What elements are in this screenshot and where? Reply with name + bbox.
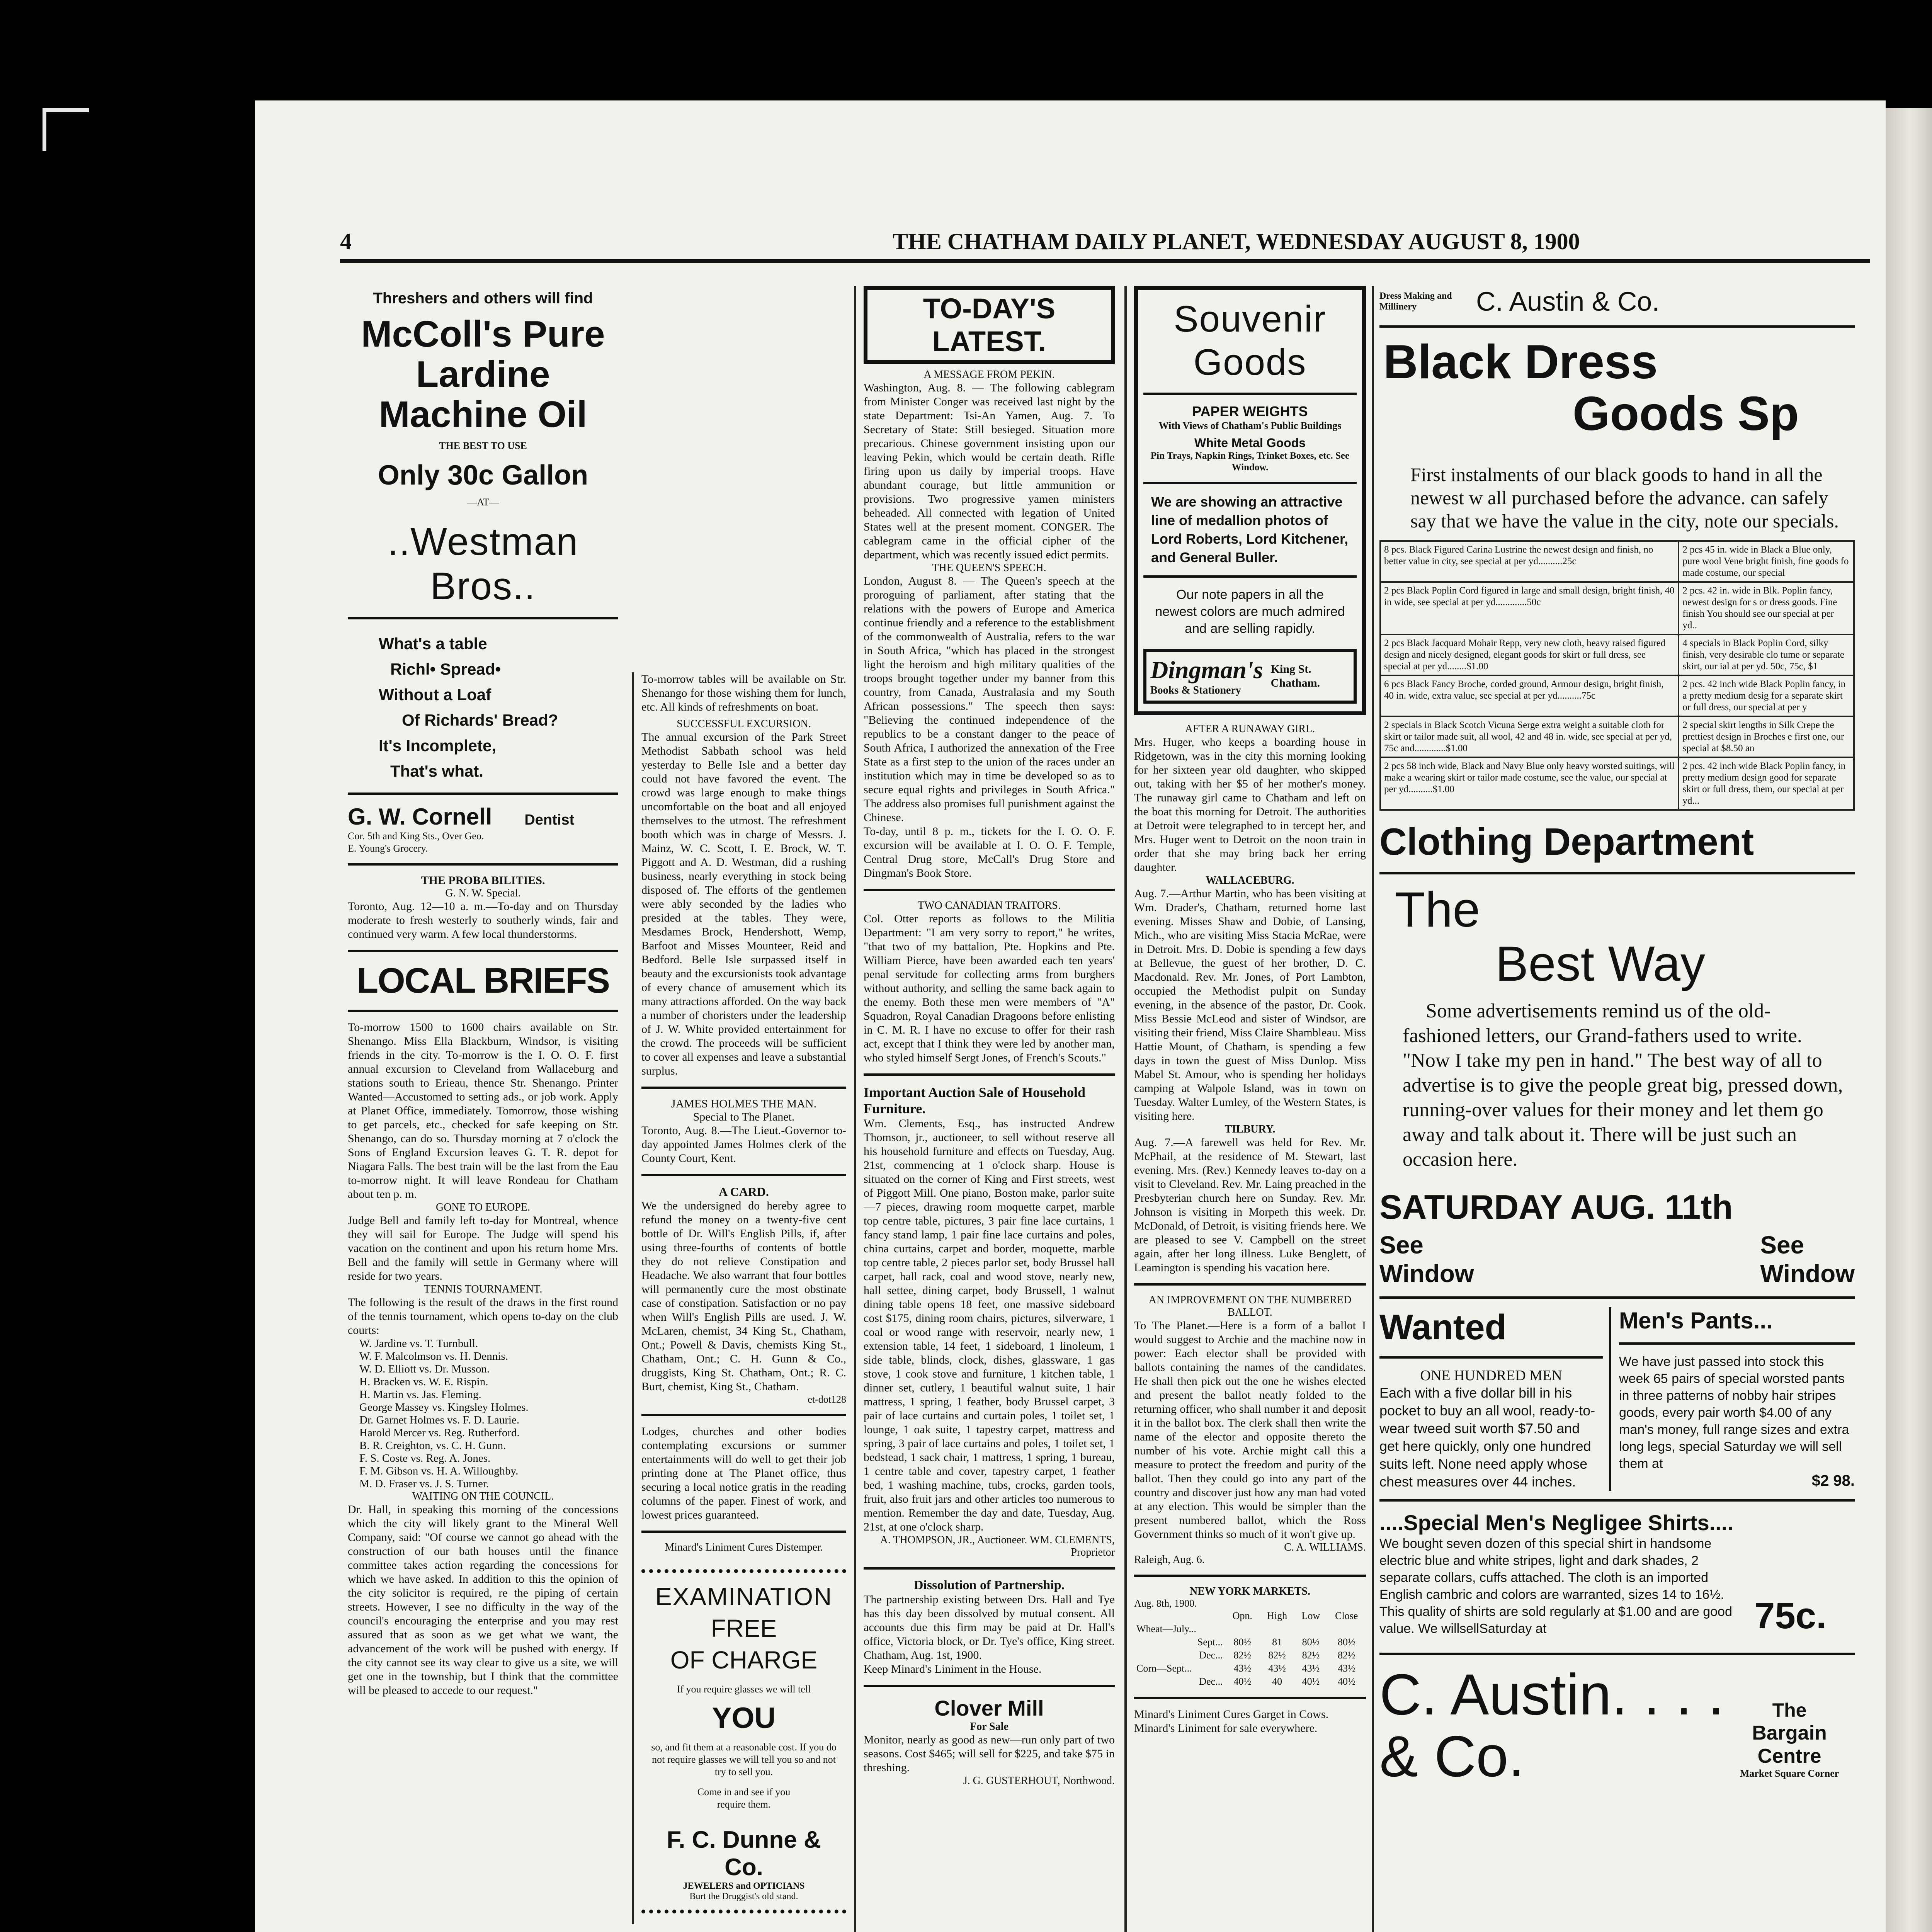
wallaceburg-text: Aug. 7.—Arthur Martin, who has been visiting at Wm. Drader's, Chatham, returned home last evening. Misses Shaw and Dobie, of Lansing, Mich., who are visiting Miss Stacia McRae, were in Detroit. Mrs. D. Dobie is spending a few days at Bellevue, the guest of her brother, D. C. Macdonald. Rev. Mr. Jones, of Port Lambton, occupied the Methodist pulpit on Sunday evening, in the absence of the pastor, Dr. Cook. Miss Bessie McLeod and sister of Windsor, are visiting their friend, Miss Claire Shambleau. Miss Hattie Mount, of Chatham, is spending a few days in town the guest of Miss Dunlop. Miss Mabel St. Amour, who is spending her holidays camping at Walpole Island, was in town on Tuesday. Walter Lumley, of the Western States, is visiting here. [1134, 887, 1366, 1122]
exam-firm-line: Burt the Druggist's old stand. [689, 1891, 798, 1901]
see-window-right [1760, 1231, 1855, 1288]
draw-item: F. M. Gibson vs. H. A. Willoughby. [359, 1465, 519, 1477]
table-cell: 81 [1272, 1636, 1282, 1648]
card-text: We the undersigned do hereby agree to refund the money on a twenty-five cent bottle of Dr. Will's English Pills, if, after using three-fourths of contents of bottle they do not relieve Constipation and Headache. We also warrant that four bottles will permanently cure the most obstinate case of constipation. Satisfaction or no pay when Will's English Pills are used. J. W. McLaren, chemist, 34 King St., Chatham, Ont.; Powell & Davis, chemists King St., Chatham, Ont.; C. H. Gunn & Co., druggists, King St. Chatham, Ont.; R. C. Burt, chemist, King St., Chatham. [641, 1199, 846, 1393]
souvenir-line: With Views of Chatham's Public Buildings [1158, 420, 1342, 431]
exam-firm-line: JEWELERS and OPTICIANS [683, 1881, 805, 1891]
exam-line: FREE [711, 1614, 777, 1642]
dingmans-logo [1143, 649, 1357, 704]
draw-item: B. R. Creighton, vs. C. H. Gunn. [359, 1439, 506, 1452]
subheading: WAITING ON THE COUNCIL. [412, 1490, 554, 1502]
page-number: 4 [340, 229, 352, 254]
pants-text: We have just passed into stock this week 65 pairs of special worsted pants in three patterns of nobby hair stripes goods, every pair worth $4.00 of any man's money, full range sizes and extra long legs, special Saturday we will sell them at [1619, 1354, 1849, 1471]
column-2 [641, 672, 846, 1920]
column-header: High [1267, 1610, 1287, 1621]
subheading: Dissolution of Partnership. [913, 1578, 1065, 1592]
column-rule [632, 672, 634, 1924]
wanted-pants-row [1379, 1307, 1855, 1491]
ballot-place: Raleigh, Aug. 6. [1134, 1554, 1205, 1566]
pants-price: $2 98. [1811, 1472, 1855, 1489]
table-cell: 2 pcs. 42 inch wide Black Poplin fancy, in pretty medium design good for separate skirt or full dress, them, our special at per yd... [1679, 757, 1854, 810]
ballot-text: To The Planet.—Here is a form of a ballot I would suggest to Archie and the machine now in power: Each elector shall be provided with ballots containing the names of the candidates. He shall then pick out the one he wishes elected and present the ballot neatly folded to the returning officer, who shall number it and deposit it in the ballot box. The clerk shall then write the name of the elector and opposite thereto the number of his vote. Archie might call this a measure to protect the freedom and purity of the ballot. Then they could go into any part of the country and discover just how any man had voted at any election. This would be simpler than the present numbered ballot, which the Ross Government thinks so much of it won't give up. [1134, 1319, 1366, 1541]
exam-text: so, and fit them at a reasonable cost. If you do not require glasses we will tell you so and not try to sell you. [651, 1742, 837, 1777]
subheading: NEW YORK MARKETS. [1190, 1585, 1310, 1597]
masthead-title: THE CHATHAM DAILY PLANET, WEDNESDAY AUGUST 8, 1900 [893, 229, 1580, 254]
minard-notice: Minard's Liniment for sale everywhere. [1134, 1722, 1318, 1735]
column-4 [1134, 286, 1366, 1932]
store-header [1379, 286, 1855, 317]
europe-text: Judge Bell and family left to-day for Montreal, whence they will sail for Europe. The Judge will spend his vacation on the continent and upon his return home Mrs. Bell and the family will settle in Germany where will reside for two years. [348, 1214, 618, 1282]
clover-signature: J. G. GUSTERHOUT, Northwood. [963, 1775, 1115, 1787]
table-cell: 2 pcs. 42 in. wide in Blk. Poplin fancy, newest design for s or dress goods. Fine finish You should see our special at per yd.. [1679, 582, 1854, 634]
souvenir-sub: PAPER WEIGHTS [1192, 403, 1308, 419]
subheading: TWO CANADIAN TRAITORS. [918, 900, 1061, 912]
auction-signature: A. THOMPSON, JR., Auctioneer. WM. CLEMENTS, Proprietor [880, 1534, 1115, 1558]
draw-item: W. F. Malcolmson vs. H. Dennis. [359, 1350, 508, 1362]
table-cell: 2 pcs 45 in. wide in Black a Blue only, pure wool Vene bright finish, fine goods fo made costume, our special [1679, 541, 1854, 582]
shirts-price: 75c. [1754, 1595, 1827, 1636]
dentist-card [348, 803, 618, 855]
table-cell: 40½ [1337, 1676, 1355, 1687]
ad-border [641, 1569, 846, 1573]
table-cell: 8 pcs. Black Figured Carina Lustrine the newest design and finish, no better value in city, see special at per yd..........25c [1380, 541, 1679, 582]
window-label: Window [1379, 1260, 1474, 1287]
lodges-text: Lodges, churches and other bodies contemplating excursions or summer entertainments will do well to get their job printing done at The Planet office, thus securing a local notice gratis in the reading columns of the paper. Finest of work, and lowest prices guaranteed. [641, 1425, 846, 1521]
table-cell [1327, 1622, 1366, 1636]
subheading: WALLACEBURG. [1206, 874, 1294, 886]
specials-table [1379, 540, 1855, 811]
dentist-address: Cor. 5th and King Sts., Over Geo. E. Young's Grocery. [348, 830, 484, 854]
column-header [1134, 1609, 1225, 1622]
examination-ad [641, 1581, 846, 1902]
pants-heading: Men's Pants... [1619, 1308, 1773, 1333]
column-header: Close [1335, 1610, 1358, 1621]
keep-minard: Keep Minard's Liniment in the House. [864, 1663, 1042, 1675]
subheading: TILBURY. [1225, 1123, 1276, 1135]
table-cell: 80½ [1302, 1636, 1320, 1648]
excursion-text: The annual excursion of the Park Street Methodist Sabbath school was held yesterday to Belle Isle and a better day could not have favored the event. The crowd was large enough to make things uncomfortable on the boat and all enjoyed themselves to the utmost. The refreshment booth which was in charge of Messrs. J. Mainz, W. C. Scott, I. E. Brock, W. T. Piggott and A. D. Westman, did a rushing business, nearly everything in stock being disposed of. The efforts of the gentlemen were ably seconded by the ladies who presided at the tables. They were, Mesdames Brock, Hendershott, Wemp, Barfoot and Misses Mounteer, Reid and Bedford. Belle Isle surpassed itself in beauty and the excursionists took advantage of every chance of amusement which its many attractions afforded. On the way back a number of choristers under the leadership of J. W. White provided entertainment for the crowd. The proceeds will be sufficient to cover all expenses and leave a substantial surplus. [641, 731, 846, 1077]
iodf-text: To-day, until 8 p. m., tickets for the I. O. O. F. excursion will be available at I. O. O. F. Temple, Central Drug store, McCall's Drug Store and Dingman's Book Store. [864, 825, 1115, 879]
table-cell: Dec... [1199, 1650, 1223, 1661]
divider [1143, 393, 1357, 395]
wanted-line: ONE HUNDRED MEN [1420, 1367, 1562, 1384]
souvenir-note: Our note papers in all the newest colors are much admired and are selling rapidly. [1155, 587, 1345, 636]
table-row [1380, 716, 1854, 757]
logo-line: Books & Stationery [1150, 684, 1241, 696]
divider [1379, 1653, 1855, 1655]
divider [1143, 482, 1357, 484]
ballot-signature: C. A. WILLIAMS. [1284, 1541, 1366, 1553]
the-word: The [1395, 882, 1480, 937]
column-rule [1372, 286, 1374, 1932]
table-cell: 43½ [1337, 1663, 1355, 1674]
table-cell: Dec... [1199, 1676, 1223, 1687]
local-briefs-text: To-morrow 1500 to 1600 chairs available on Str. Shenango. Miss Ella Blackburn, Windsor, is visiting friends in the city. To-morrow is the I. O. O. F. first annual excursion to Cleveland from Wallaceburg and stations south to Erieau, thence Str. Shenango. Printer Wanted—Accustomed to setting ads., or job work. Apply at Planet Office, immediately. Tomorrow, those wishing to get parcels, etc., checked for safe keeping on Str. Shenango, can do so. Thursday morning at 7 o'clock the Sons of England Excursion leaves G. T. R. depot for Niagara Falls. The best train will be the last from the Eau to-morrow night. It will leave Rondeau for Chatham about ten p. m. [348, 1021, 618, 1201]
table-cell: 2 pcs Black Jacquard Mohair Repp, very new cloth, heavy raised figured design and nicely designed, elegant goods for skirt or full dress, see special at per yd........$1.00 [1380, 634, 1679, 675]
divider [1379, 872, 1855, 874]
draw-item: H. Bracken vs. W. E. Rispin. [359, 1376, 488, 1388]
ad-intro: Threshers and others will find [373, 290, 593, 307]
divider [348, 617, 618, 619]
souvenir-line: White Metal Goods [1194, 436, 1306, 450]
divider [864, 1073, 1115, 1076]
table-cell: Wheat—July... [1136, 1623, 1196, 1634]
table-row [1134, 1622, 1366, 1636]
shirts-heading: ....Special Men's Negligee Shirts.... [1379, 1510, 1733, 1535]
ad-border [641, 1910, 846, 1913]
table-cell [1225, 1622, 1260, 1636]
divider [641, 1087, 846, 1089]
divider [348, 793, 618, 795]
latest-heading-box [864, 286, 1115, 364]
latest-heading: TO-DAY'S LATEST. [923, 293, 1056, 357]
bread-line: That's what. [390, 762, 484, 780]
subheading: AN IMPROVEMENT ON THE NUMBERED BALLOT. [1148, 1294, 1352, 1318]
draw-item: W. Jardine vs. T. Turnbull. [359, 1337, 478, 1350]
table-row [1380, 541, 1854, 582]
column-3 [864, 286, 1115, 1932]
table-cell: 43½ [1268, 1663, 1286, 1674]
draw-item: H. Martin vs. Jas. Fleming. [359, 1388, 481, 1401]
see-label: See [1379, 1231, 1423, 1259]
subheading: GONE TO EUROPE. [436, 1201, 530, 1213]
page-edge [1886, 108, 1932, 1932]
table-cell: 80½ [1337, 1636, 1355, 1648]
dentist-name: G. W. Cornell [348, 804, 492, 830]
auction-heading: Important Auction Sale of Household Furniture. [864, 1085, 1086, 1116]
table-cell [1294, 1622, 1327, 1636]
column-rule [854, 286, 856, 1932]
column-header: Low [1301, 1610, 1320, 1621]
crop-mark-top-left [43, 108, 89, 151]
weather-text: Toronto, Aug. 12—10 a. m.—To-day and on Thursday moderate to fresh westerly to southerly winds, fair and continued very warm. A few local thunderstorms. [348, 900, 618, 940]
holmes-text: Toronto, Aug. 8.—The Lieut.-Governor to-day appointed James Holmes clerk of the County Court, Kent. [641, 1124, 846, 1165]
dress-tag: Dress Making and Millinery [1379, 291, 1452, 312]
black-goods-intro: First instalments of our black goods to hand in all the newest w all purchased before the advance. can safely say that we have the value in the city, note our specials. [1410, 464, 1839, 532]
subheading: A MESSAGE FROM PEKIN. [923, 369, 1055, 381]
tilbury-text: Aug. 7.—A farewell was held for Rev. Mr. McPhail, at the residence of M. Stewart, last evening. Mrs. (Rev.) Kennedy leaves to-day on a visit to Cleveland. Rev. Mr. Laing preached in the Presbyterian church here on Sunday. Rev. Mr. Johnson is visiting in Morpeth this week. Dr. McDonald, of Detroit, is visiting friends here. We are pleased to see V. Campbell on the street again, after her long illness. Luke Benglett, of Leamington is spending his vacation here. [1134, 1136, 1366, 1274]
divider [348, 1010, 618, 1012]
markets-table [1134, 1609, 1366, 1688]
draw-item: Harold Mercer vs. Reg. Rutherford. [359, 1427, 520, 1439]
ad-at: —AT— [467, 497, 499, 508]
clover-sub: For Sale [970, 1721, 1009, 1733]
tables-notice: To-morrow tables will be available on Str. Shenango for those wishing them for lunch, etc. All kinds of refreshments on boat. [641, 673, 846, 713]
footer-firm: & Co. [1379, 1724, 1525, 1789]
subheading: A CARD. [719, 1185, 769, 1199]
table-row [1380, 757, 1854, 810]
table-cell: 40½ [1302, 1676, 1320, 1687]
wanted-ad [1379, 1307, 1611, 1491]
subheading: AFTER A RUNAWAY GIRL. [1185, 723, 1315, 735]
table-cell: 43½ [1233, 1663, 1252, 1674]
draw-item: George Massey vs. Kingsley Holmes. [359, 1401, 529, 1413]
ad-best: THE BEST TO USE [439, 440, 527, 451]
see-label: See [1760, 1231, 1804, 1259]
byline: Special to The Planet. [693, 1111, 795, 1123]
divider [1379, 1296, 1855, 1299]
divider [1143, 575, 1357, 578]
council-text: Dr. Hall, in speaking this morning of the concessions which the city will likely grant to the Mineral Well Company, said: "Of course we cannot go ahead with the construction of our bath houses until the finance committee takes action regarding the concessions for which we have asked. In addition to this the opinion of the city solicitor is required, re the piping of certain streets. However, I see no difficulty in the way of the council's encouraging the enterprise and you may rest assured that as soon as we get what we want, the advancement of the work will be pushed with energy. If the city cannot see its way clear to give us a site, we will get one in the township, but I think that the committee will be pleased to accede to our request." [348, 1503, 618, 1697]
best-way-text: Some advertisements remind us of the old-fashioned letters, our Grand-fathers used to write. "Now I take my pen in hand." The best way of all to advertise is to give the people great big, pressed down, running-over values for their money and let them go away and talk about it. There will be just such an occasion here. [1403, 1000, 1843, 1170]
divider [864, 1567, 1115, 1570]
column-5 [1379, 286, 1855, 1932]
bread-line: It's Incomplete, [379, 736, 497, 755]
bread-line: Of Richards' Bread? [402, 711, 558, 729]
footer-the: The [1772, 1699, 1807, 1721]
footer-austin [1379, 1663, 1855, 1787]
table-cell: 2 specials in Black Scotch Vicuna Serge extra weight a suitable cloth for skirt or tailor made suit, all wool, 42 and 48 in. wide, see special at per yd, 75c and.............$1.00 [1380, 716, 1679, 757]
pekin-text: Washington, Aug. 8. — The following cablegram from Minister Conger was received last night by the state Department: Tsi-An Yamen, Aug. 7. To Secretary of State: Still besieged. Situation more precarious. Chinese government insisting upon our leaving Pekin, which would be certain death. Rifle firing upon us daily by imperial troops. Have abundant courage, but little ammunition or provisions. Two progressive yamen ministers beheaded. All connected with legation of United States well at the present moment. CONGER. The cablegram came in the official cipher of the department, which was recently issued edict permits. [864, 381, 1115, 561]
draw-item: F. S. Coste vs. Reg. A. Jones. [359, 1452, 491, 1464]
garget-notice: Minard's Liniment Cures Garget in Cows. [1134, 1708, 1329, 1721]
clover-text: Monitor, nearly as good as new—run only part of two seasons. Cost $465; will sell for $225, and take $75 in threshing. [864, 1733, 1115, 1774]
divider [1379, 325, 1855, 328]
logo-name: Dingman's [1150, 656, 1263, 684]
divider [348, 950, 618, 952]
saturday-heading: SATURDAY AUG. 11th [1379, 1188, 1733, 1226]
goods-heading: Goods Sp [1573, 387, 1799, 440]
table-row [1134, 1636, 1366, 1649]
bread-line: Without a Loaf [379, 685, 492, 704]
section-heading: THE PROBA BILITIES. [421, 874, 545, 887]
divider [1619, 1342, 1855, 1345]
divider [641, 1531, 846, 1533]
column-header: Opn. [1232, 1610, 1252, 1621]
table-cell: 82½ [1233, 1650, 1252, 1661]
column-1 [348, 286, 618, 1932]
table-cell: 82½ [1268, 1650, 1286, 1661]
window-label: Window [1760, 1260, 1855, 1287]
table-cell: 40½ [1233, 1676, 1252, 1687]
divider [1134, 1697, 1366, 1699]
exam-line: EXAMINATION [655, 1583, 833, 1611]
table-cell: Sept... [1197, 1636, 1223, 1648]
best-way-heading: Best Way [1495, 936, 1705, 992]
notice-code: et-dot128 [808, 1394, 846, 1405]
table-cell: 2 pcs 58 inch wide, Black and Navy Blue only heavy worsted suitings, will make a wearing skirt or tailor made costume, see the value, our special at per yd..........$1.00 [1380, 757, 1679, 810]
runaway-text: Mrs. Huger, who keeps a boarding house in Ridgetown, was in the city this morning looking for her sixteen year old daughter, who skipped out, taking with her $5 of her mother's money. The runaway girl came to Chatham and left on the boat this morning for Detroit. The authorities at Detroit were telegraphed to in tercept her, and Mrs. Huger went to Detroit on the noon train in order that she may bring back her erring daughter. [1134, 736, 1366, 874]
exam-text: Come in and see if you require them. [697, 1786, 791, 1810]
table-row [1380, 675, 1854, 716]
table-row [1134, 1675, 1366, 1688]
masthead [340, 228, 1870, 263]
wanted-heading: Wanted [1379, 1308, 1507, 1347]
subheading: TENNIS TOURNAMENT. [423, 1283, 543, 1295]
souvenir-medallions: We are showing an attractive line of medallion photos of Lord Roberts, Lord Kitchener, and General Buller. [1151, 494, 1349, 565]
footer-market: Market Square Corner [1740, 1768, 1839, 1779]
pants-ad [1619, 1307, 1855, 1491]
souvenir-title: Souvenir Goods [1173, 298, 1327, 383]
draw-item: M. D. Fraser vs. J. S. Turner. [359, 1478, 489, 1490]
table-cell: 80½ [1233, 1636, 1252, 1648]
divider [1134, 1575, 1366, 1577]
byline: G. N. W. Special. [445, 887, 521, 899]
minard-notice: Minard's Liniment Cures Distemper. [665, 1541, 823, 1553]
see-window-left [1379, 1231, 1474, 1288]
divider [1379, 1499, 1855, 1502]
traitors-text: Col. Otter reports as follows to the Militia Department: "I am very sorry to report," he writes, "that two of my battalion, Pte. Hopkins and Pte. William Pierce, have been awarded each ten years' penal servitude for collecting arms from burghers without authority, and selling the same back again to the enemy. Both these men were members of "A" Squadron, Royal Canadian Dragoons before enlisting in C. M. R. I have no excuse to offer for their rash act, except that I think they were led by another man, who styled himself Sergt Jones, of French's Scouts." [864, 912, 1115, 1064]
table-row [1134, 1662, 1366, 1675]
table-cell: 82½ [1302, 1650, 1320, 1661]
table-header [1134, 1609, 1366, 1622]
table-cell: 4 specials in Black Poplin Cord, silky finish, very desirable clo tume or separate skirt, our ial at per yd. 50c, 75c, $1 [1679, 634, 1854, 675]
table-row [1380, 582, 1854, 634]
local-briefs-heading: LOCAL BRIEFS [356, 961, 610, 1000]
table-cell: 2 pcs Black Poplin Cord figured in large and small design, bright finish, 40 in wide, see special at per yd.............50c [1380, 582, 1679, 634]
queen-text: London, August 8. — The Queen's speech at the proroguing of parliament, after stating that the relations with the powers of Europe and America continue friendly and a reference to the establishment of the commonwealth of Australia, refers to the war in South Africa, "which has placed in the strongest light the heroism and high military qualities of the troops brought together under my banner from this country, from Canada, Australasia and my South African possessions." The speech then says: "Believing the continued independence of the republics to be a constant danger to the peace of South Africa, I authorized the annexation of the Free State as a first step to the union of the races under an institution which may in time be developed so as to secure equal rights and privileges in South Africa." The address also promises full punishment against the Chinese. [864, 575, 1115, 824]
bread-line: Richl• Spread• [390, 660, 501, 678]
exam-line: OF CHARGE [670, 1646, 818, 1674]
store-name: C. Austin & Co. [1476, 286, 1660, 316]
souvenir-ad [1134, 286, 1366, 715]
table-cell: Corn—Sept... [1136, 1663, 1192, 1674]
table-cell: 40 [1272, 1676, 1282, 1687]
table-cell: 6 pcs Black Fancy Broche, corded ground, Armour design, bright finish, 40 in. wide, extra value, see special at per yd..........75c [1380, 675, 1679, 716]
ad-headline: McColl's Pure Lardine Machine Oil [361, 313, 605, 435]
divider [864, 1685, 1115, 1687]
souvenir-line: Pin Trays, Napkin Rings, Trinket Boxes, etc. See Window. [1150, 451, 1350, 473]
divider [641, 1174, 846, 1176]
footer-bargain: Bargain Centre [1752, 1722, 1827, 1767]
black-dress-heading: Black Dress [1383, 335, 1658, 389]
exam-firm: F. C. Dunne & Co. [667, 1827, 821, 1881]
dentist-title: Dentist [524, 812, 575, 828]
divider [1134, 1283, 1366, 1286]
table-cell: 2 pcs. 42 inch wide Black Poplin fancy, in a pretty medium desig for a separate skirt or full dress, our special at per y [1679, 675, 1854, 716]
draw-item: Dr. Garnet Holmes vs. F. D. Laurie. [359, 1414, 520, 1426]
table-row [1134, 1649, 1366, 1662]
shirts-text: We bought seven dozen of this special shirt in handsome electric blue and white stripes, light and dark shades, 2 separate collars, cuffs attached. The cloth is an imported English cambric and colors are warranted, sizes 14 to 16½. This quality of shirts are sold regularly at $1.00 and are good value. We willsellSaturday at [1379, 1536, 1732, 1636]
divider [864, 889, 1115, 891]
tennis-text: The following is the result of the draws in the first round of the tennis tournament, which opens to-day on the club courts: [348, 1296, 618, 1337]
divider [1379, 1356, 1603, 1359]
bread-line: What's a table [379, 634, 487, 653]
table-cell: 2 special skirt lengths in Silk Crepe the prettiest design in Broches e first one, our special at $8.50 an [1679, 716, 1854, 757]
table-cell [1260, 1622, 1294, 1636]
tennis-draws [348, 1337, 618, 1490]
logo-line: King St. Chatham. [1270, 663, 1320, 689]
wanted-text: Each with a five dollar bill in his pocket to buy an all wool, ready-to-wear tweed suit worth $7.50 and get here quickly, only one hundred suits left. None need apply whose chest measures over 44 inches. [1379, 1385, 1595, 1490]
draw-item: W. D. Elliott vs. Dr. Musson. [359, 1363, 490, 1375]
subheading: JAMES HOLMES THE MAN. [671, 1097, 817, 1110]
table-row [1380, 634, 1854, 675]
markets-date: Aug. 8th, 1900. [1134, 1598, 1197, 1609]
exam-text: If you require glasses we will tell [677, 1684, 811, 1695]
dissolution-text: The partnership existing between Drs. Hall and Tye has this day been dissolved by mutual consent. All accounts due this firm may be paid at Dr. Hall's office, Victoria block, or Dr. Tye's office, King street. Chatham, Aug. 1st, 1900. [864, 1593, 1115, 1662]
footer-firm: C. Austin. . . . [1379, 1662, 1725, 1727]
auction-text: Wm. Clements, Esq., has instructed Andrew Thomson, jr., auctioneer, to sell without reserve all his household furniture and effects on Tuesday, Aug. 21st, commencing at 1 o'clock sharp. House is situated on the corner of King and First streets, west of Piggott Mill. One piano, Boston make, parlor suite—7 pieces, drawing room moquette carpet, marble top centre table, pictures, 3 pair fine lace curtains, 1 fancy stand lamp, 1 pair fine lace curtains and poles, china curtains, carpet and border, moquette, marble top centre table, 2 pieces parlor set, body Brussel hall carpet, hall rack, coal and wood stove, nearly new, hall settee, dining carpet, body Brussell, 1 walnut dining table opens 18 feet, one massive sideboard cost $175, dining room chairs, pictures, silverware, 1 coal or wood range with reservoir, nearly new, 1 extension table, 14 feet, 1 sideboard, 1 linoleum, 1 side table, blinds, clock, dishes, glassware, 1 gas stove, 1 cook stove and furniture, 1 kitchen table, 1 dinner set, cutlery, 1 beautiful walnut suite, 1 hair mattress, 1 spring, 1 feather, body Brussel carpet, 3 pair of lace curtains and curtain poles, 1 toilet set, 1 lounge, 1 oak suite, 1 tapestry carpet, mattress and spring, 3 pair of lace curtains and poles, 1 toilet set, 1 bedstead, 1 sack chair, 1 mattress, 1 spring, 1 bureau, 1 centre table and cover, tapestry carpet, 1 feather bed, 1 washing machine, tubs, crocks, garden tools, fruit, also fruit jars and other articles too numerous to mention. Remember the day and date, Tuesday, Aug. 21st, at one o'clock sharp. [864, 1117, 1115, 1533]
exam-you: YOU [712, 1702, 776, 1735]
table-cell: 43½ [1302, 1663, 1320, 1674]
table-cell: 82½ [1337, 1650, 1355, 1661]
divider [641, 1414, 846, 1416]
ad-price: Only 30c Gallon [378, 460, 588, 491]
clover-heading: Clover Mill [934, 1696, 1044, 1720]
subheading: THE QUEEN'S SPEECH. [932, 562, 1046, 574]
column-rule [1124, 286, 1127, 1932]
richards-bread-ad [348, 631, 618, 784]
subheading: SUCCESSFUL EXCURSION. [677, 718, 811, 730]
ad-seller: ..Westman Bros.. [387, 520, 579, 608]
clothing-heading: Clothing Department [1379, 820, 1754, 863]
divider [348, 863, 618, 866]
